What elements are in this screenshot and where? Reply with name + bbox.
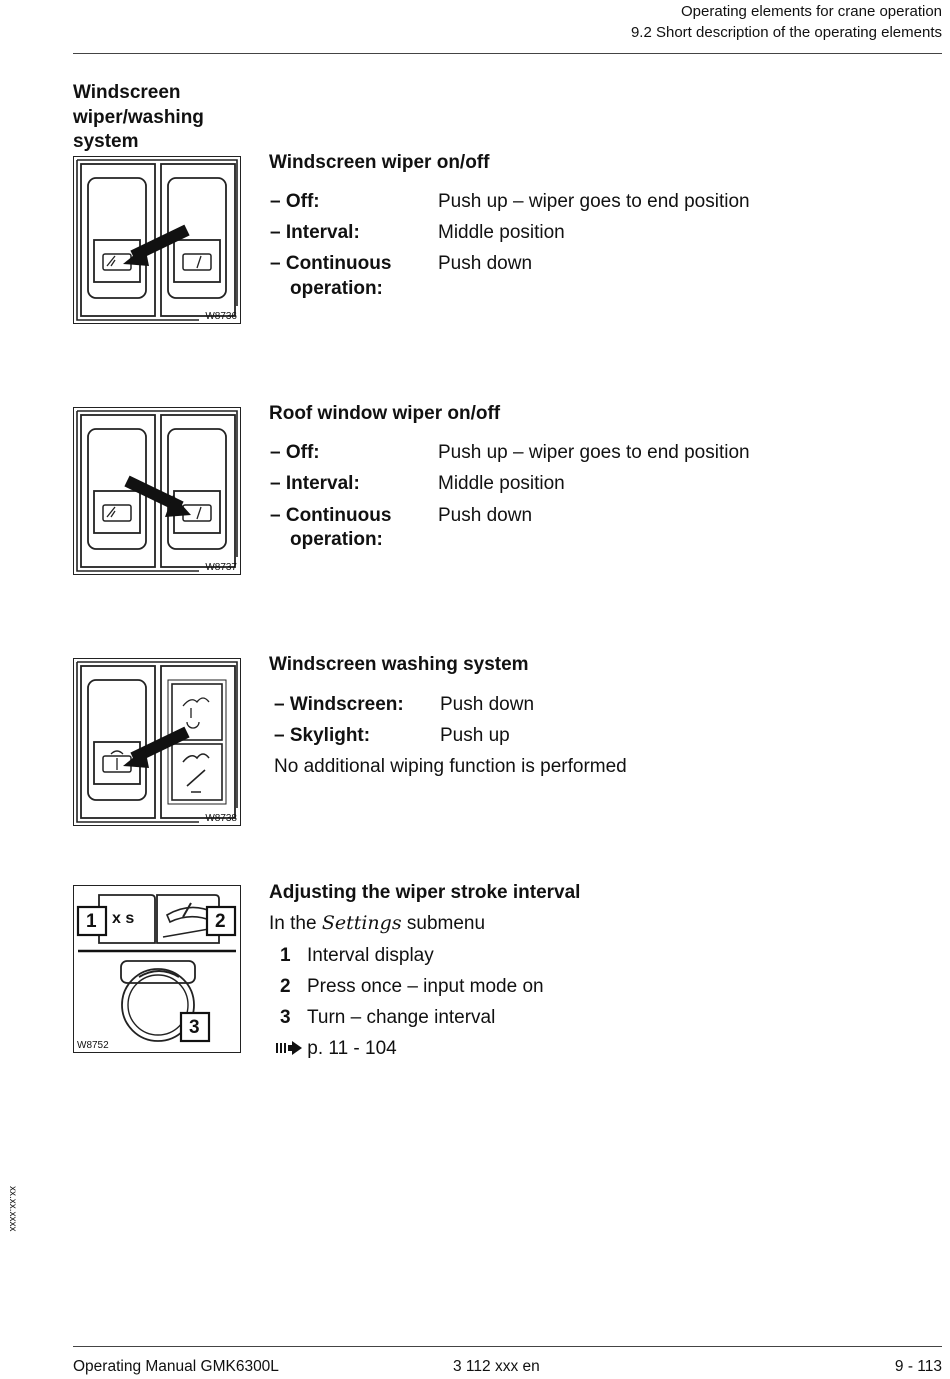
list-dash: – xyxy=(274,725,285,746)
list-dash: – xyxy=(270,191,281,212)
item-value: Push up – wiper goes to end position xyxy=(438,191,750,212)
figure-id: W8736 xyxy=(205,311,237,322)
list-dash: – xyxy=(274,694,285,715)
figure-id: W8737 xyxy=(205,562,237,573)
item-label: Interval: xyxy=(285,222,360,243)
step-number: 1 xyxy=(280,945,291,966)
section-title: Adjusting the wiper stroke interval xyxy=(269,882,581,903)
footer-manual-title: Operating Manual GMK6300L xyxy=(73,1358,279,1375)
figure-label-1: 1 xyxy=(86,911,97,932)
footer-rule xyxy=(73,1346,942,1347)
section-title: Roof window wiper on/off xyxy=(269,403,501,424)
item-value: Push down xyxy=(440,694,535,715)
side-title xyxy=(73,81,204,155)
side-title-line: system xyxy=(73,131,139,152)
step-text: Press once – input mode on xyxy=(307,976,544,997)
intro-menu-name: Settings xyxy=(321,912,402,934)
section-intro xyxy=(269,911,485,936)
intro-text: submenu xyxy=(406,913,486,934)
footer-doc-number: 3 112 xxx en xyxy=(453,1358,540,1375)
side-title-line: wiper/washing xyxy=(73,106,204,128)
item-label: Skylight: xyxy=(289,725,371,746)
figure-interval-control xyxy=(73,885,241,1053)
reference-text: p. 11 - 104 xyxy=(307,1038,397,1059)
header-rule xyxy=(73,53,942,54)
item-value: Push up – wiper goes to end position xyxy=(438,442,750,463)
side-code xyxy=(4,1186,22,1246)
section-title: Windscreen washing system xyxy=(269,654,529,675)
item-value: Push down xyxy=(438,253,533,274)
item-value: Push down xyxy=(438,505,533,526)
list-item xyxy=(274,724,370,748)
reference-arrow-icon xyxy=(276,1041,302,1055)
page-reference[interactable] xyxy=(276,1037,397,1061)
step-item xyxy=(280,1006,495,1030)
step-item xyxy=(280,944,434,968)
item-label: Continuous xyxy=(285,505,392,526)
figure-id: W8738 xyxy=(205,813,237,824)
list-dash: – xyxy=(270,505,281,526)
list-dash: – xyxy=(270,253,281,274)
item-label-cont: operation: xyxy=(290,529,383,550)
figure-roof-wiper-switch xyxy=(73,407,241,575)
item-value: Middle position xyxy=(438,222,565,243)
list-dash: – xyxy=(270,222,281,243)
step-number: 3 xyxy=(280,1007,291,1028)
figure-label-3: 3 xyxy=(189,1017,200,1038)
list-item xyxy=(270,504,391,528)
figure-washing-switch xyxy=(73,658,241,826)
list-item xyxy=(270,190,320,214)
item-label: Windscreen: xyxy=(289,694,404,715)
section-title: Windscreen wiper on/off xyxy=(269,152,490,173)
step-item xyxy=(280,975,544,999)
item-label: Continuous xyxy=(285,253,392,274)
figure-id: W8752 xyxy=(77,1040,109,1051)
list-dash: – xyxy=(270,473,281,494)
item-label: Interval: xyxy=(285,473,360,494)
step-text: Turn – change interval xyxy=(307,1007,496,1028)
step-text: Interval display xyxy=(307,945,434,966)
list-dash: – xyxy=(270,442,281,463)
side-code-text: xx.xx.xxxx xyxy=(7,1186,18,1232)
item-value: Middle position xyxy=(438,473,565,494)
header-section: 9.2 Short description of the operating elements xyxy=(630,24,942,41)
item-value: Push up xyxy=(440,725,510,746)
footer-page-number: 9 - 113 xyxy=(894,1358,942,1375)
item-label: Off: xyxy=(285,191,320,212)
step-number: 2 xyxy=(280,976,291,997)
figure-label-xs: x s xyxy=(112,910,135,927)
list-item xyxy=(270,221,360,245)
intro-text: In the xyxy=(269,913,317,934)
list-item xyxy=(270,252,391,276)
header-chapter: Operating elements for crane operation xyxy=(681,3,942,20)
item-label-cont: operation: xyxy=(290,278,383,299)
list-item xyxy=(274,693,404,717)
section-note: No additional wiping function is performed xyxy=(274,756,627,777)
list-item xyxy=(270,472,360,496)
figure-windscreen-wiper-switch xyxy=(73,156,241,324)
item-label: Off: xyxy=(285,442,320,463)
side-title-line: Windscreen xyxy=(73,82,181,103)
list-item xyxy=(270,441,320,465)
figure-label-2: 2 xyxy=(215,911,226,932)
